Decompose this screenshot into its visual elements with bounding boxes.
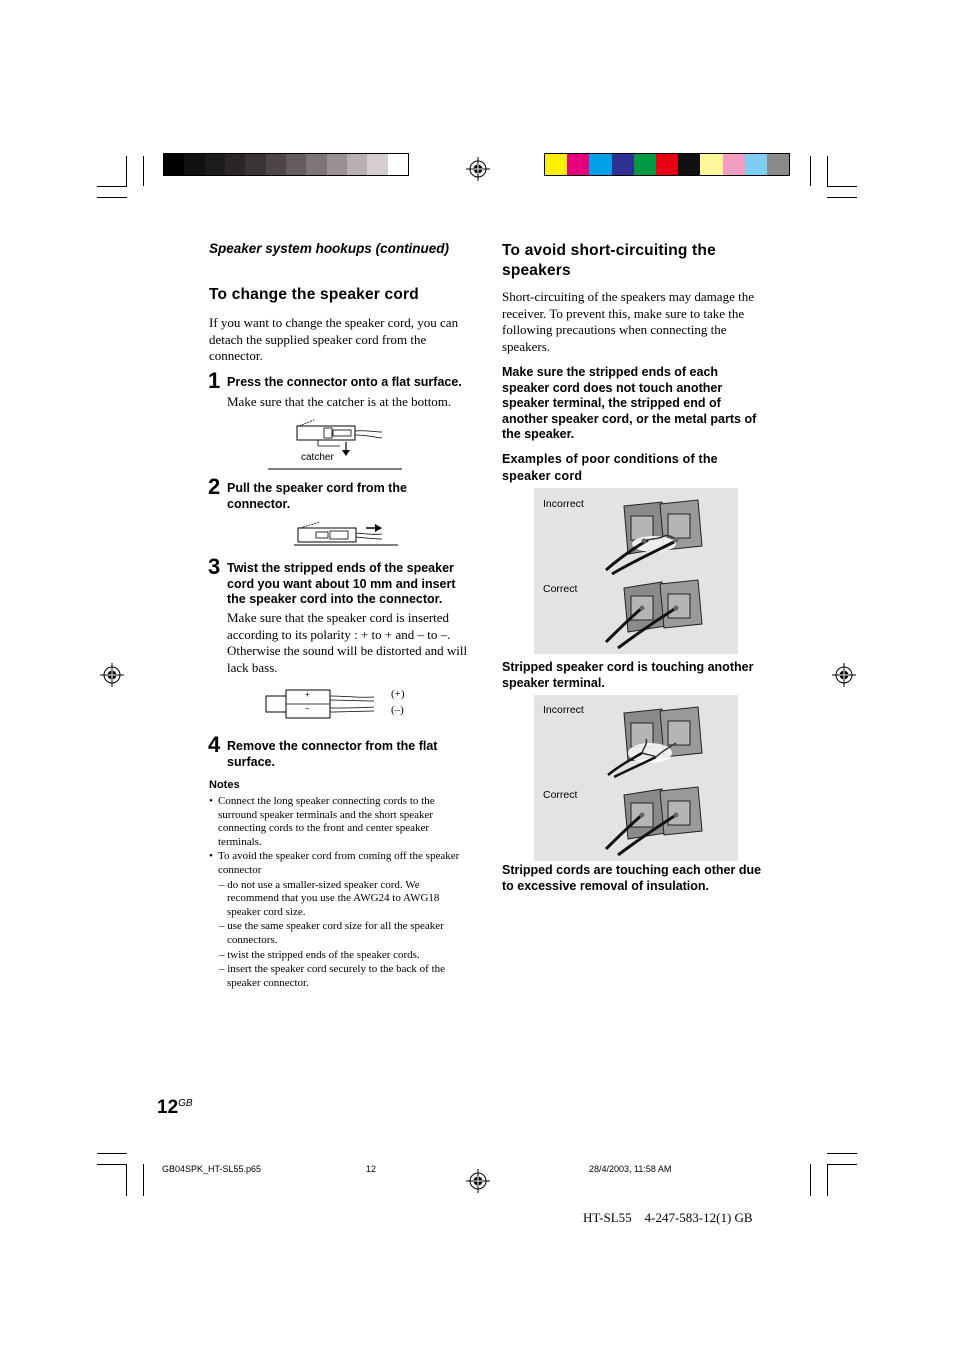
- running-head: Speaker system hookups (continued): [209, 241, 450, 256]
- note-text: To avoid the speaker cord from coming off the speaker connector: [218, 850, 460, 876]
- step-1-text: Make sure that the catcher is at the bottom.: [227, 394, 452, 409]
- gray-swatch: [306, 154, 326, 175]
- gray-swatch: [184, 154, 204, 175]
- registration-target-icon: [466, 157, 490, 181]
- section-title-short-circuit: To avoid short-circuiting the speakers: [502, 242, 716, 279]
- subnote-item: – insert the speaker cord securely to the back of the speaker connector.: [219, 963, 446, 989]
- color-swatch: [767, 154, 789, 175]
- polarity-plus-label: (+): [391, 688, 405, 700]
- bullet-icon: •: [209, 795, 213, 807]
- subnote-item: – twist the stripped ends of the speaker cords.: [219, 948, 420, 961]
- figure-panel-terminal-contact: [534, 488, 738, 654]
- correct-label: Correct: [543, 789, 578, 801]
- examples-heading: Examples of poor conditions of the speaker cord: [502, 452, 718, 483]
- gray-swatch: [266, 154, 286, 175]
- registration-target-icon: [100, 663, 124, 687]
- correct-label: Correct: [543, 583, 578, 595]
- figure-panel-cords-touching: [534, 695, 738, 861]
- color-swatch: [567, 154, 589, 175]
- correct-terminal-illustration: [604, 578, 708, 652]
- pull-cord-diagram: [294, 518, 402, 548]
- color-swatch: [634, 154, 656, 175]
- step-1-number: 1: [208, 368, 221, 393]
- section-title-change-cord: To change the speaker cord: [209, 286, 419, 303]
- color-swatch: [589, 154, 611, 175]
- slug-timestamp: 28/4/2003, 11:58 AM: [589, 1164, 672, 1174]
- short-circuit-intro: Short-circuiting of the speakers may damage the receiver. To prevent this, make sure to take the following precautions when connecting the speakers.: [502, 289, 754, 354]
- gray-swatch: [225, 154, 245, 175]
- step-3-number: 3: [208, 554, 221, 579]
- gray-swatch: [245, 154, 265, 175]
- notes-heading: Notes: [209, 779, 240, 791]
- polarity-plus-mark: +: [305, 690, 310, 699]
- figure-a-caption: Stripped speaker cord is touching another speaker terminal.: [502, 660, 754, 690]
- precaution-warning: Make sure the stripped ends of each speaker cord does not touch another speaker terminal, the stripped end of another speaker cord, or the metal parts of the speaker.: [502, 365, 757, 441]
- slug-file-name: GB04SPK_HT-SL55.p65: [162, 1164, 262, 1174]
- polarity-diagram: [264, 686, 390, 722]
- incorrect-label: Incorrect: [543, 498, 584, 510]
- step-3-text: Make sure that the speaker cord is inserted according to its polarity : + to + and – to –. Otherwise the sound will be distorted and will lack bass.: [227, 610, 468, 675]
- incorrect-terminal-illustration: [604, 496, 708, 576]
- subnote-item: – do not use a smaller-sized speaker cord. We recommend that you use the AWG24 to AWG18 speaker cord size.: [219, 878, 440, 918]
- gray-color-bar: [163, 153, 409, 176]
- polarity-minus-mark: –: [305, 704, 310, 713]
- color-swatch: [745, 154, 767, 175]
- process-color-bar: [544, 153, 790, 176]
- color-swatch: [612, 154, 634, 175]
- registration-target-icon: [466, 1169, 490, 1193]
- catcher-label: catcher: [301, 452, 334, 463]
- gray-swatch: [164, 154, 184, 175]
- intro-paragraph: If you want to change the speaker cord, you can detach the supplied speaker cord from the connector.: [209, 315, 459, 363]
- gray-swatch: [367, 154, 387, 175]
- step-3-title: Twist the stripped ends of the speaker cord you want about 10 mm and insert the speaker cord into the connector.: [227, 561, 456, 606]
- connector-catcher-diagram: [266, 418, 406, 472]
- gray-swatch: [286, 154, 306, 175]
- gray-swatch: [388, 154, 408, 175]
- note-item: [209, 850, 474, 877]
- notes-list: [209, 795, 474, 990]
- registration-target-icon: [832, 663, 856, 687]
- step-4-title: Remove the connector from the flat surface.: [227, 739, 438, 769]
- note-item: [209, 795, 474, 849]
- step-2-number: 2: [208, 474, 221, 499]
- slug-page: 12: [366, 1164, 377, 1174]
- figure-b-caption: Stripped cords are touching each other due to excessive removal of insulation.: [502, 863, 762, 893]
- incorrect-label: Incorrect: [543, 704, 584, 716]
- gray-swatch: [327, 154, 347, 175]
- step-4-number: 4: [208, 732, 221, 757]
- color-swatch: [723, 154, 745, 175]
- correct-cords-illustration: [596, 785, 708, 859]
- incorrect-cords-illustration: [604, 703, 708, 779]
- color-swatch: [678, 154, 700, 175]
- color-swatch: [656, 154, 678, 175]
- page-number-value: 12: [157, 1097, 179, 1118]
- step-1-title: Press the connector onto a flat surface.: [227, 375, 462, 389]
- page-number: [157, 1097, 193, 1119]
- model-code: HT-SL55 4-247-583-12(1) GB: [583, 1210, 753, 1225]
- gray-swatch: [347, 154, 367, 175]
- bullet-icon: •: [209, 850, 213, 863]
- color-swatch: [700, 154, 722, 175]
- color-swatch: [545, 154, 567, 175]
- gray-swatch: [205, 154, 225, 175]
- note-text: Connect the long speaker connecting cords to the surround speaker terminals and the short speaker connecting cords to the front and center speaker terminals.: [218, 795, 435, 848]
- page-number-suffix: GB: [178, 1098, 193, 1109]
- step-2-title: Pull the speaker cord from the connector.: [227, 481, 407, 511]
- polarity-minus-label: (–): [391, 704, 404, 716]
- subnote-item: – use the same speaker cord size for all the speaker connectors.: [219, 920, 444, 946]
